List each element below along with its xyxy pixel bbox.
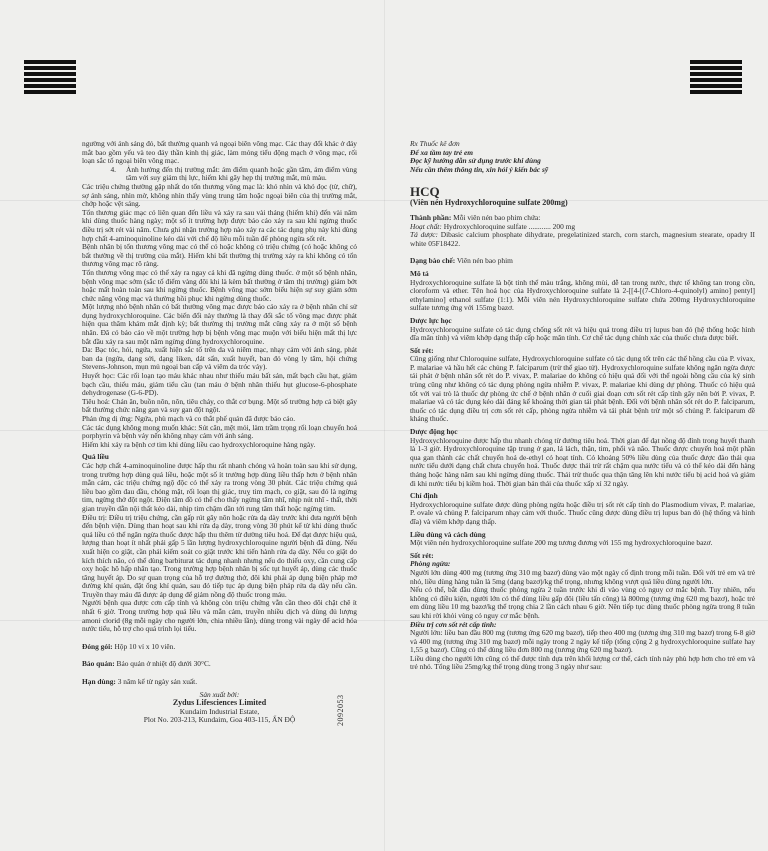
paragraph: Hydroxychloroquine sulfate có tác dụng chống sốt rét và hiệu quả trong điều trị lupus ban đỏ (hệ thống hoặc hình đĩa mãn tính) và viêm khớp dạng thấp cấp hoặc mãn tính. Cơ chế tác dụng chính xác của thuốc chưa được biết. (410, 324, 755, 343)
active-label: Hoạt chất: (410, 221, 442, 231)
paragraph: Tổn thương giác mạc có liên quan đến liều và xảy ra sau vài tháng (hiếm khi) đến vài năm khi dùng thuốc hàng ngày; một số ít trường hợp được báo cáo xảy ra sau khi ngừng thuốc điều trị sớt rét vài năm. Chưa ghi nhận trường hợp nào xảy ra các tác dụng phụ này khi dùng hợp chất 4-aminoquinoline kéo dài với chế độ liều mỗi tuần để phòng ngừa sốt rét. (82, 207, 357, 243)
active-value: Hydroxychloroquine sulfate ............ 200 mg (443, 221, 576, 231)
list-item (82, 166, 357, 183)
right-column (410, 140, 755, 672)
warning-line: Đọc kỹ hướng dẫn sử dụng trước khi dùng (410, 156, 541, 166)
excipient-label: Tá dược: (410, 230, 438, 240)
excipient-value: Dibasic calcium phosphate dihydrate, pregelatinized starch, corn starch, magnesium stearate, opadry II white 05F18422. (410, 230, 755, 248)
manufacturer-address: Plot No. 203-213, Kundaim, Goa 403-115, ẤN ĐỘ (143, 715, 296, 725)
warning-line: Nếu cần thêm thông tin, xin hỏi ý kiến bác sỹ (410, 164, 549, 174)
manufacturer-address: Kundaim Industrial Estate, (179, 706, 260, 716)
paragraph: Hydroxychloroquine được hấp thu nhanh chóng từ đường tiêu hoá. Thời gian để đạt nồng độ đỉnh trong huyết thanh là 1-3 giờ. Hydroxychloroquine tập trung ở gan, lá lách, thận, tim, phổi và não. Thuốc được chuyển hoá một phần qua gan thành các chất chuyển hoá de-ethyl có hoạt tính. Có khoảng 50% liều dùng của thuốc được đào thải qua nước tiểu dưới dạng chất chưa chuyển hoá. Thuốc được thải trừ rất chậm qua nước tiểu và có thể kéo dài đến hàng tháng hoặc hàng năm sau khi ngừng dùng thuốc. Thải trừ thuốc qua thận tăng lên khi nước tiểu bị acid hoá và giảm đi khi nước tiểu bị kiềm hoá. Thời gian bán thải của thuốc xấp xỉ 32 ngày. (410, 435, 755, 488)
paragraph: Da: Bạc tóc, hói, ngứa, xuất hiện sắc tố trên da và niêm mạc, nhạy cảm với ánh sáng, phát ban da (ngứa, dạng sởi, dạng liken, dát sẩn, xuất huyết, ban đỏ vòng ly tâm, hội chứng Stevens-Johnson, mụn mủ ngoại ban cấp và viêm da tróc vảy). (82, 345, 357, 372)
paragraph: Người lớn dùng 400 mg (tương ứng 310 mg bazơ) dùng vào một ngày cố định trong mỗi tuần. Đối với trẻ em và trẻ nhỏ, liều dùng hàng tuần là 5mg (dạng bazơ)/kg thể trọng, nhưng không vượt quá liều dùng người lớn. (410, 567, 755, 586)
excipient-row (410, 231, 755, 248)
description-heading: Mô tả (410, 268, 429, 278)
paragraph: Các hợp chất 4-aminoquinoline được hấp thu rất nhanh chóng và hoàn toàn sau khi sử dụng, trong trường hợp dùng quá liều, hoặc một số ít trường hợp dùng liều thấp hơn ở bệnh nhân mẫn cảm, các triệu chứng ngộ độc có thể xảy ra trong vòng 30 phút. Các triệu chứng quá liều bao gồm đau đầu, chóng mặt, rối loạn thị giác, truỵ tim mạch, co giật, sau đó là ngừng tim, ngừng thở đột ngột. Điện tâm đồ có thể cho thấy ngừng tâm nhĩ, nhịp nút nhĩ - thất, thời gian truyền dẫn nội thất kéo dài, nhịp tim chậm dần tới rung tâm thất hoặc ngừng tim. (82, 460, 357, 513)
item-text: Ảnh hưởng đến thị trường mắt: ám điểm quanh hoặc gần tâm, ám điểm vùng tâm với suy giảm thị lực, hiếm khi gây hẹp thị trường mắt, mù màu. (126, 164, 357, 183)
prevention-subheading: Phòng ngừa: (410, 559, 451, 569)
dosage-form-label: Dạng bào chế: (410, 256, 456, 266)
product-title: HCQ (410, 184, 440, 200)
left-column (82, 140, 357, 725)
product-subtitle: (Viên nén Hydroxychloroquine sulfate 200mg) (410, 198, 568, 208)
shelf-life-label: Hạn dùng: (82, 677, 116, 687)
paragraph: Bệnh nhân bị tổn thương võng mạc có thể có hoặc không có triệu chứng (có hoặc không có bất thường về thị trường của mắt). Hiếm khi bất thường thị trường xảy ra khi không có tổn thương võng mạc rõ ràng. (82, 242, 357, 269)
paragraph: Một lượng nhỏ bệnh nhân có bất thường võng mạc được báo cáo xảy ra ở bệnh nhân chỉ sử dụng hydroxychloroquine. Các biến đổi này thường là thay đổi sắc tố võng mạc được phát hiện qua thăm khám mắt định kỳ; bất thường thị trường mắt cũng xảy ra ở một số bệnh nhân. Đã có báo cáo về một trường hợp bị bệnh võng mạc muộn với biểu hiện mất thị lực bắt đầu xảy ra sau một năm ngừng dùng hydroxychloroquine. (82, 302, 357, 346)
composition-value: Mỗi viên nén bao phim chứa: (453, 212, 541, 222)
paragraph: Cũng giống như Chloroquine sulfate, Hydroxychloroquine sulfate có tác dụng tốt trên các thể hồng cầu của P. vivax, P. malariae và hầu hết các chủng P. falciparum (trừ thể giao tử). Hydroxychloroquine sulfate không ngăn ngừa được tái phát ở bệnh nhân sốt rét do P. vivax, P. malariae do không có hiệu quả đối với thể ngoài hồng cầu của ký sinh trùng cũng như không có tác dụng phòng ngừa nhiễm P. vivax, P. malariae khi dùng dự phòng. Thuốc có hiệu quả tốt với vai trò là thuốc dự phòng ức chế ở bệnh nhân ở cuối giai đoạn cơn sốt rét cấp tính gây nên bởi P. vivax, P. malariae và có tác dụng kéo dài đáng kể khoảng thời gian tái phát bệnh. Đối với bệnh nhân sốt rét do P. falciparum, thuốc có tác dụng điều trị cơn sốt rét cấp, phòng ngừa nhiễm và tái phát bệnh trừ một số chủng P. falciparum đề kháng thuốc. (410, 354, 755, 424)
vision-continuation: ngường với ánh sáng đỏ, bất thường quanh vả ngoại biên võng mạc. Các thay đổi khác ở đáy mắt bao gồm yếu và teo đáy thần kinh thị giác, làm mỏng tiểu động mạch ở võng mạc, rối loạn sắc tố ngoại biên võng mạc. (82, 139, 357, 166)
dosage-heading: Liều dùng và cách dùng (410, 529, 486, 539)
acute-subheading: Điều trị cơn sốt rét cấp tính: (410, 619, 497, 629)
fold-crease (384, 0, 385, 851)
lot-number: 2092053 (336, 694, 345, 726)
shelf-life-row (82, 678, 357, 687)
registration-bars-right (690, 60, 742, 96)
paragraph: Hydroxychloroquine sulfate được dùng phòng ngừa hoặc điều trị sốt rét cấp tính do Plasmodium vivax, P. malariae, P. ovale và chủng P. falciparum nhạy cảm với thuốc. Thuốc cũng được dùng điều trị lupus ban đỏ (hệ thống và hình đĩa) và viêm khớp dạng thấp. (410, 499, 755, 526)
pharmacokinetics-heading: Dược động học (410, 427, 458, 437)
paragraph: Các triệu chứng thường gặp nhất do tổn thương võng mạc là: khó nhìn và khó đọc (từ, chữ), sợ ánh sáng, nhìn mờ, không nhìn thấy vùng trung tâm hoặc ngoại biên của thị trường mắt, chớp hoặc vệt sáng. (82, 181, 357, 209)
paragraph: Người bệnh qua được cơn cấp tính và không còn triệu chứng vẫn cần theo dõi chặt chẽ ít nhất 6 giờ. Trong trường hợp quá liều và mẫn cảm, truyền nhiều dịch và dùng đủ lượng amoni clorid (8g mỗi ngày cho người lớn, chia nhiều lần), dùng trong vài ngày để acid hóa nước tiểu, hỗ trợ cho quá trình lọi tiểu. (82, 598, 357, 634)
indications-heading: Chỉ định (410, 491, 438, 501)
paragraph: Phản ứng dị ứng: Ngứa, phù mạch và co thắt phế quản đã được báo cáo. (82, 414, 296, 423)
storage-row (82, 660, 357, 669)
storage-value: Bảo quản ở nhiệt độ dưới 30°C. (116, 659, 211, 669)
paragraph: Huyết học: Các rối loạn tạo máu khác nhau như thiếu máu bất sản, mất bạch cầu hạt, giảm bạch cầu, thiếu máu, giảm tiểu cầu (tan máu ở bệnh nhân thiếu hụt glucose-6-phosphate dehydrogenase (G-6-PD). (82, 371, 357, 398)
paragraph: Người lớn: liều ban đầu 800 mg (tương ứng 620 mg bazơ), tiếp theo 400 mg (tương ứng 310 mg bazơ) trong 6-8 giờ và 400 mg (tương ứng 310 mg bazơ) mỗi ngày trong 2 ngày kế tiếp (tổng cộng 2 g hydroxychloroquine sulfate hay 1,55 g bazơ). Cũng có thể dùng liều đơn 800 mg (tương ứng 620 mg bazơ). (410, 628, 755, 655)
manufacturer-name: Zydus Lifesciences Limited (172, 698, 267, 708)
paragraph: Tiêu hoá: Chán ăn, buồn nôn, nôn, tiêu chảy, co thắt cơ bụng. Một số trường hợp cá biệt gây bất thường chức năng gan và suy gan đột ngột. (82, 396, 357, 415)
pharmacodynamics-heading: Dược lực học (410, 315, 452, 325)
storage-label: Bảo quản: (82, 659, 115, 669)
overdose-heading: Quá liều (82, 452, 109, 462)
warning-line: Để xa tầm tay trẻ em (410, 147, 474, 157)
dose-malaria-subheading: Sốt rét: (410, 550, 434, 560)
dosage-form-value: Viên nén bao phim (456, 256, 513, 266)
item-number: 4. (110, 164, 116, 174)
paragraph: Tổn thương võng mạc có thể xảy ra ngay cả khi đã ngừng dùng thuốc. ở một số bệnh nhân, bệnh võng mạc sớm (sắc tố điểm vàng đôi khi là kèm bất thường ở tâm thị trường) giảm bớt hoặc mất hoàn toàn sau khi ngừng thuốc. Bệnh võng mạc sớm biểu hiện sự suy giảm sớm chức năng võng mạc và thường hồi phục khi ngừng dùng thuốc. (82, 267, 357, 303)
paragraph: Hydroxychloroquine sulfate là bột tinh thể màu trắng, không mùi, dễ tan trong nước, thực tế không tan trong cồn, cloroform và ether. Tên hoá học của Hydroxychloroquine sulfate là 2-[[4-[(7-Chloro-4-quinolyl) amino] pentyl] ethylamino] ethanol sulfate (1:1). Mỗi viên nén Hydroxychloroquine sulfate chứa 200mg Hydroxychloroquine sulfate tương ứng với 155mg bazơ. (410, 277, 755, 313)
shelf-life-value: 3 năm kể từ ngày sản xuất. (117, 677, 198, 687)
paragraph: Liều dùng cho người lớn cũng có thể được tính dựa trên khối lượng cơ thể, cách tính này phù hợp hơn cho trẻ em và trẻ nhỏ. Tổng liều 25mg/kg thể trọng dùng trong 3 ngày như sau: (410, 653, 755, 672)
paragraph: Các tác dụng không mong muốn khác: Sút cân, mệt mỏi, làm trầm trọng rối loạn chuyển hoá porphyrin và bệnh vảy nến không nhạy cảm với ánh sáng. (82, 422, 357, 441)
packaging-label: Đóng gói: (82, 641, 113, 651)
paragraph: Nếu có thể, bắt đầu dùng thuốc phòng ngừa 2 tuần trước khi đi vào vùng có nguy cơ mắc bệnh. Tuy nhiên, nếu không có điều kiện, người lớn có thể dùng liều gấp đôi (liều tấn công) là 800mg (tương ứng 620 mg bazơ), hoặc trẻ em dùng liều 10 mg bazơ/kg thể trọng chia 2 lần cách nhau 6 giờ. Nên tiếp tục dùng thuốc phòng ngừa trong 8 tuần sau khi rời khỏi vùng có nguy cơ mắc bệnh. (410, 585, 755, 620)
packaging-row (82, 643, 357, 652)
paragraph: Một viên nén hydroxychloroquine sulfate 200 mg tương đương với 155 mg hydroxychloroquine bazơ. (410, 538, 713, 548)
packaging-value: Hộp 10 vỉ x 10 viên. (114, 641, 176, 651)
composition-label: Thành phần: (410, 212, 452, 222)
dosage-form-row (410, 257, 755, 266)
paragraph: Hiếm khi xảy ra bệnh cơ tim khi dùng liều cao hydroxychloroquine hàng ngày. (82, 439, 316, 449)
registration-bars-left (24, 60, 76, 96)
malaria-subheading: Sốt rét: (410, 345, 434, 355)
rx-label: Rx Thuốc kê đơn (410, 139, 460, 148)
manufacturer-label: Sản xuất bởi: (199, 689, 240, 699)
paragraph: Điều trị: Điều trị triệu chứng, cần gấp rút gây nôn hoặc rửa dạ dày trước khi đưa người bệnh đến bệnh viện. Dùng than hoạt sau khi rửa dạ dày, trong vòng 30 phút kể từ khi dùng thuốc quá liều có thể ngăn ngừa thuốc được hấp thu thêm từ đường tiêu hoá. Để đạt được hiệu quả, lượng than hoạt ít nhất phải gấp 5 lần lượng hydroxychloroquine người bệnh đã dùng. Nếu xuất hiện co giật, cần phải kiểm soát co giật trước khi tiến hành rửa dạ dày. Nếu co giật do kích thích não, có thể dùng barbiturat tác dụng nhanh nhưng nếu do thiếu oxy, cần cung cấp oxy hoặc hô hấp nhân tạo. Trong trường hợp bệnh nhân bị sốc tụt huyết áp, dùng các thuốc tăng huyết áp. Do sự quan trọng của hỗ trợ đường thở, đôi khi phải áp dụng biện pháp mở đường khí quản, đặt ống khí quản, sau đó tiếp tục áp dụng biện pháp rửa dạ dày nếu cần. Truyền thay máu đã được áp dụng để giảm nồng độ thuốc trong máu. (82, 512, 357, 599)
manufacturer-block (82, 691, 357, 725)
